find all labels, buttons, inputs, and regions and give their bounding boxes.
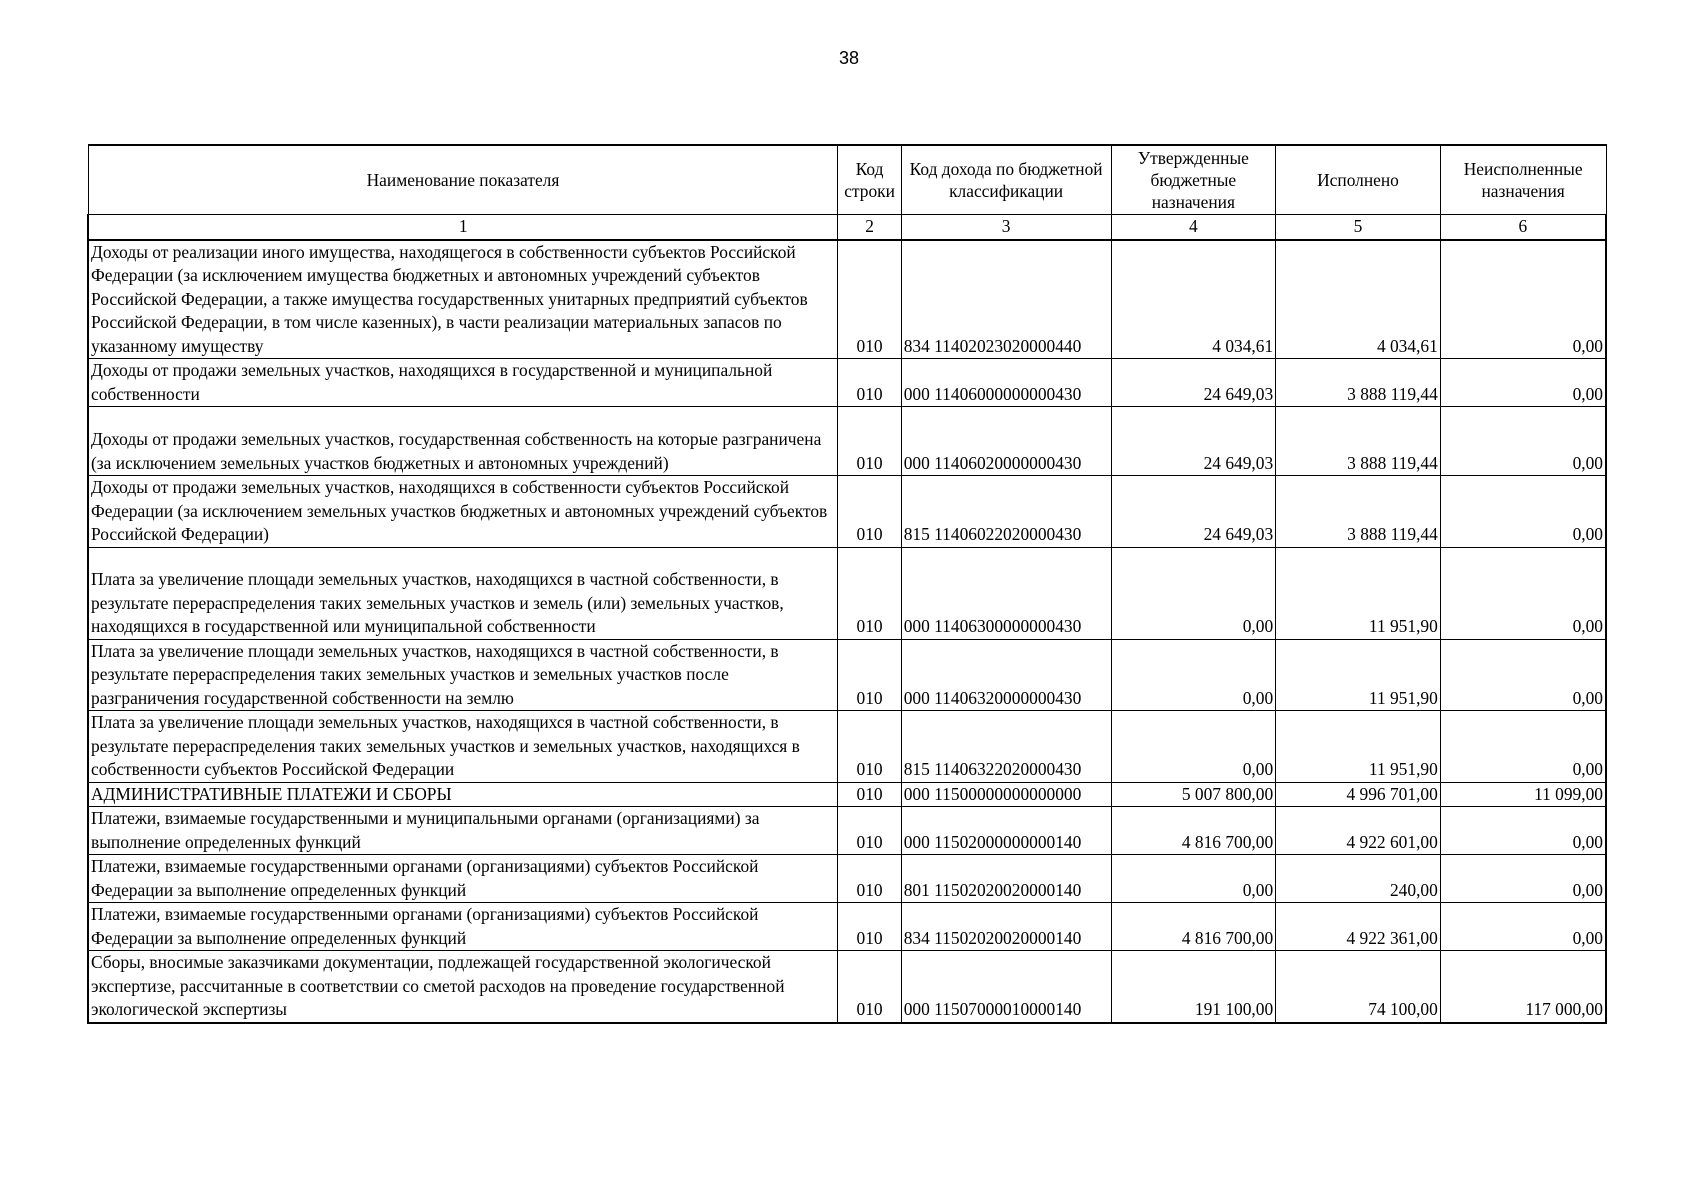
approved-amount: 0,00 xyxy=(1111,547,1276,639)
indicator-name: Доходы от продажи земельных участков, находящихся в государственной и муниципальной собственности xyxy=(88,359,838,407)
unexecuted-amount: 0,00 xyxy=(1440,407,1606,476)
indicator-name: Сборы, вносимые заказчиками документации, подлежащей государственной экологической экспертизе, рассчитанные в соответствии со сметой расходов на проведение государственной экологической экспертизы xyxy=(88,951,838,1023)
line-code: 010 xyxy=(838,951,901,1023)
column-number: 2 xyxy=(838,215,901,240)
header-unexecuted: Неисполненные назначения xyxy=(1440,145,1606,215)
line-code: 010 xyxy=(838,407,901,476)
income-code: 000 11500000000000000 xyxy=(901,782,1111,807)
indicator-name: Плата за увеличение площади земельных участков, находящихся в частной собственности, в результате перераспределения таких земельных участков и земель (или) земельных участков, находящихся в государственной или муниципальной собственности xyxy=(88,547,838,639)
unexecuted-amount: 0,00 xyxy=(1440,240,1606,359)
approved-amount: 0,00 xyxy=(1111,711,1276,783)
executed-amount: 3 888 119,44 xyxy=(1276,359,1441,407)
income-code: 000 11507000010000140 xyxy=(901,951,1111,1023)
table-row xyxy=(88,476,1606,548)
line-code: 010 xyxy=(838,807,901,855)
executed-amount: 4 996 701,00 xyxy=(1276,782,1441,807)
unexecuted-amount: 0,00 xyxy=(1440,639,1606,711)
header-line-code: Код строки xyxy=(838,145,901,215)
approved-amount: 4 816 700,00 xyxy=(1111,903,1276,951)
line-code: 010 xyxy=(838,639,901,711)
indicator-name: Доходы от реализации иного имущества, находящегося в собственности субъектов Российской Федерации (за исключением имущества бюджетных и автономных учреждений субъектов Российской Федерации, а также имущества государственных унитарных предприятий субъектов Российской Федерации, в том числе казенных), в части реализации материальных запасов по указанному имуществу xyxy=(88,240,838,359)
line-code: 010 xyxy=(838,903,901,951)
column-number: 3 xyxy=(901,215,1111,240)
executed-amount: 3 888 119,44 xyxy=(1276,476,1441,548)
indicator-name: Плата за увеличение площади земельных участков, находящихся в частной собственности, в результате перераспределения таких земельных участков и земельных участков после разграничения государственной собственности на землю xyxy=(88,639,838,711)
line-code: 010 xyxy=(838,855,901,903)
header-indicator-name: Наименование показателя xyxy=(88,145,838,215)
indicator-name: Платежи, взимаемые государственными и муниципальными органами (организациями) за выполнение определенных функций xyxy=(88,807,838,855)
line-code: 010 xyxy=(838,359,901,407)
header-executed: Исполнено xyxy=(1276,145,1441,215)
table-row xyxy=(88,240,1606,359)
unexecuted-amount: 117 000,00 xyxy=(1440,951,1606,1023)
line-code: 010 xyxy=(838,782,901,807)
approved-amount: 4 034,61 xyxy=(1111,240,1276,359)
income-code: 815 11406322020000430 xyxy=(901,711,1111,783)
table-row xyxy=(88,855,1606,903)
income-code: 000 11502000000000140 xyxy=(901,807,1111,855)
column-number: 5 xyxy=(1276,215,1441,240)
unexecuted-amount: 0,00 xyxy=(1440,359,1606,407)
page-number: 38 xyxy=(838,48,860,68)
unexecuted-amount: 0,00 xyxy=(1440,903,1606,951)
indicator-name: Плата за увеличение площади земельных участков, находящихся в частной собственности, в результате перераспределения таких земельных участков и земельных участков, находящихся в собственности субъектов Российской Федерации xyxy=(88,711,838,783)
table-row xyxy=(88,903,1606,951)
executed-amount: 4 034,61 xyxy=(1276,240,1441,359)
indicator-name: Доходы от продажи земельных участков, находящихся в собственности субъектов Российской Федерации (за исключением земельных участков бюджетных и автономных учреждений субъектов Российской Федерации) xyxy=(88,476,838,548)
approved-amount: 0,00 xyxy=(1111,639,1276,711)
indicator-name: АДМИНИСТРАТИВНЫЕ ПЛАТЕЖИ И СБОРЫ xyxy=(88,782,838,807)
executed-amount: 4 922 601,00 xyxy=(1276,807,1441,855)
approved-amount: 5 007 800,00 xyxy=(1111,782,1276,807)
table-row xyxy=(88,951,1606,1023)
table-row xyxy=(88,711,1606,783)
line-code: 010 xyxy=(838,711,901,783)
column-number: 4 xyxy=(1111,215,1276,240)
approved-amount: 0,00 xyxy=(1111,855,1276,903)
executed-amount: 4 922 361,00 xyxy=(1276,903,1441,951)
income-code: 834 11402023020000440 xyxy=(901,240,1111,359)
line-code: 010 xyxy=(838,547,901,639)
indicator-name: Платежи, взимаемые государственными органами (организациями) субъектов Российской Федерации за выполнение определенных функций xyxy=(88,903,838,951)
table-row xyxy=(88,639,1606,711)
table-row xyxy=(88,407,1606,476)
executed-amount: 74 100,00 xyxy=(1276,951,1441,1023)
income-code: 000 11406320000000430 xyxy=(901,639,1111,711)
budget-execution-table xyxy=(87,144,1607,1024)
approved-amount: 191 100,00 xyxy=(1111,951,1276,1023)
income-code: 000 11406020000000430 xyxy=(901,407,1111,476)
income-code: 834 11502020020000140 xyxy=(901,903,1111,951)
header-income-code: Код дохода по бюджетной классификации xyxy=(901,145,1111,215)
approved-amount: 24 649,03 xyxy=(1111,476,1276,548)
table-row xyxy=(88,547,1606,639)
indicator-name: Платежи, взимаемые государственными органами (организациями) субъектов Российской Федерации за выполнение определенных функций xyxy=(88,855,838,903)
table-header-row xyxy=(88,145,1606,215)
unexecuted-amount: 0,00 xyxy=(1440,547,1606,639)
unexecuted-amount: 0,00 xyxy=(1440,855,1606,903)
line-code: 010 xyxy=(838,240,901,359)
unexecuted-amount: 0,00 xyxy=(1440,476,1606,548)
table-row xyxy=(88,782,1606,807)
unexecuted-amount: 0,00 xyxy=(1440,807,1606,855)
approved-amount: 24 649,03 xyxy=(1111,359,1276,407)
column-number-row xyxy=(88,215,1606,240)
approved-amount: 4 816 700,00 xyxy=(1111,807,1276,855)
indicator-name: Доходы от продажи земельных участков, государственная собственность на которые разграничена (за исключением земельных участков бюджетных и автономных учреждений) xyxy=(88,407,838,476)
line-code: 010 xyxy=(838,476,901,548)
unexecuted-amount: 0,00 xyxy=(1440,711,1606,783)
executed-amount: 3 888 119,44 xyxy=(1276,407,1441,476)
table-row xyxy=(88,359,1606,407)
column-number: 1 xyxy=(88,215,838,240)
executed-amount: 11 951,90 xyxy=(1276,639,1441,711)
income-code: 815 11406022020000430 xyxy=(901,476,1111,548)
executed-amount: 240,00 xyxy=(1276,855,1441,903)
unexecuted-amount: 11 099,00 xyxy=(1440,782,1606,807)
column-number: 6 xyxy=(1440,215,1606,240)
income-code: 801 11502020020000140 xyxy=(901,855,1111,903)
executed-amount: 11 951,90 xyxy=(1276,711,1441,783)
header-approved: Утвержденные бюджетные назначения xyxy=(1111,145,1276,215)
executed-amount: 11 951,90 xyxy=(1276,547,1441,639)
income-code: 000 11406000000000430 xyxy=(901,359,1111,407)
approved-amount: 24 649,03 xyxy=(1111,407,1276,476)
income-code: 000 11406300000000430 xyxy=(901,547,1111,639)
table-row xyxy=(88,807,1606,855)
